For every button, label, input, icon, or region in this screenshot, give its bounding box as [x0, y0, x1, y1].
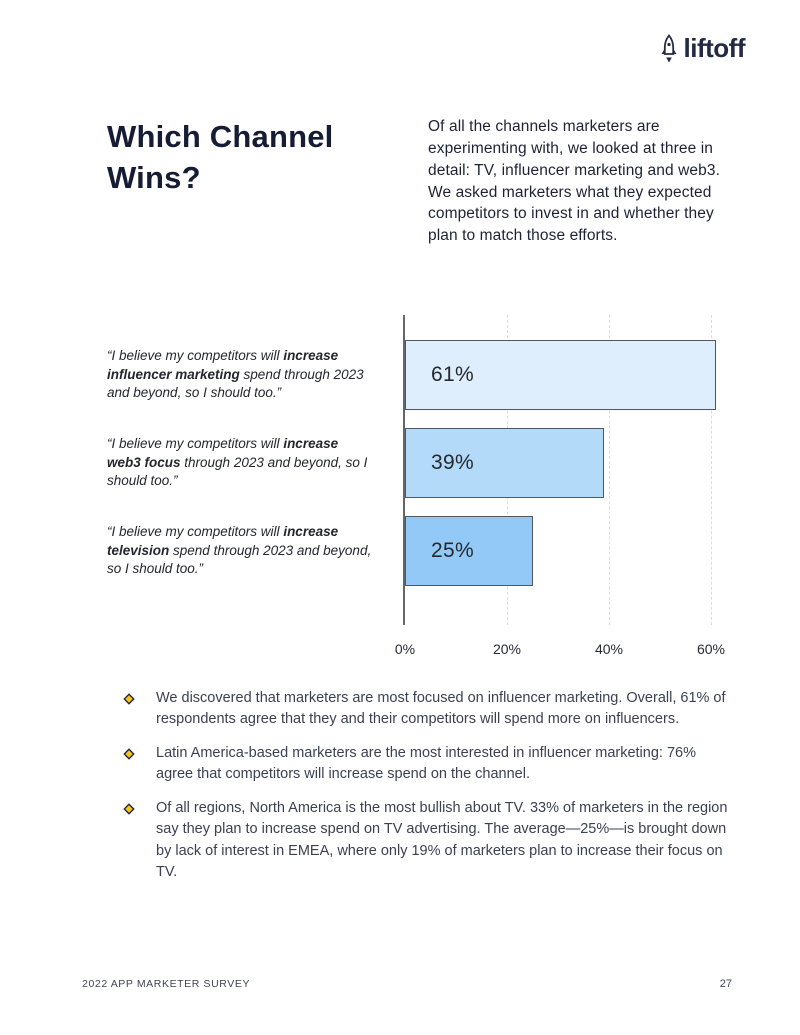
diamond-icon	[122, 798, 136, 884]
page-footer	[82, 978, 732, 990]
bar-label-television: “I believe my competitors will increase television spend through 2023 and beyond, so I should too.”	[107, 524, 372, 577]
bar-web3	[405, 428, 604, 498]
bar-influencer	[405, 340, 716, 410]
page-number: 27	[719, 978, 732, 990]
footer-survey-name: 2022 APP MARKETER SURVEY	[82, 978, 251, 990]
chart-labels-column	[107, 315, 403, 625]
list-item-text: We discovered that marketers are most focused on influencer marketing. Overall, 61% of respondents agree that they and their competitors will spend more on influencers.	[156, 690, 726, 728]
intro-paragraph: Of all the channels marketers are experimenting with, we looked at three in detail: TV, influencer marketing and web3. We asked marketers what they expected competitors to invest in and whether they plan to match those efforts.	[428, 118, 720, 245]
tick-0: 0%	[394, 641, 416, 657]
list-item-text: Of all regions, North America is the most bullish about TV. 33% of marketers in the region say they plan to increase spend on TV advertising. The average—25%—is brought down by lack of interest in EMEA, where only 19% of marketers plan to increase their focus on TV.	[156, 799, 728, 881]
page-title: Which Channel Wins?	[107, 119, 334, 196]
bar-value-label: 61%	[431, 363, 474, 386]
bar-television	[405, 516, 533, 586]
list-item	[122, 798, 730, 884]
tick-1: 20%	[492, 641, 522, 657]
bar-value-label: 25%	[431, 539, 474, 562]
liftoff-logo	[658, 33, 745, 64]
rocket-icon	[658, 34, 680, 64]
tick-2: 40%	[594, 641, 624, 657]
lead-section	[107, 116, 721, 247]
diamond-icon	[122, 743, 136, 786]
bar-label-web3: “I believe my competitors will increase web3 focus through 2023 and beyond, so I should too.”	[107, 436, 368, 489]
bar-value-label: 39%	[431, 451, 474, 474]
x-axis-ticks	[394, 641, 762, 663]
key-findings-list	[122, 688, 730, 896]
list-item-text: Latin America-based marketers are the most interested in influencer marketing: 76% agree that competitors will increase spend on the channel.	[156, 744, 696, 783]
competitor-spend-bar-chart	[107, 315, 762, 657]
logo-text: liftoff	[683, 33, 745, 63]
plot-area	[394, 315, 762, 657]
diamond-icon	[122, 688, 136, 731]
bar-label-influencer: “I believe my competitors will increase influencer marketing spend through 2023 and beyond, so I should too.”	[107, 348, 364, 401]
list-item	[122, 688, 730, 731]
list-item	[122, 743, 730, 786]
tick-3: 60%	[696, 641, 726, 657]
